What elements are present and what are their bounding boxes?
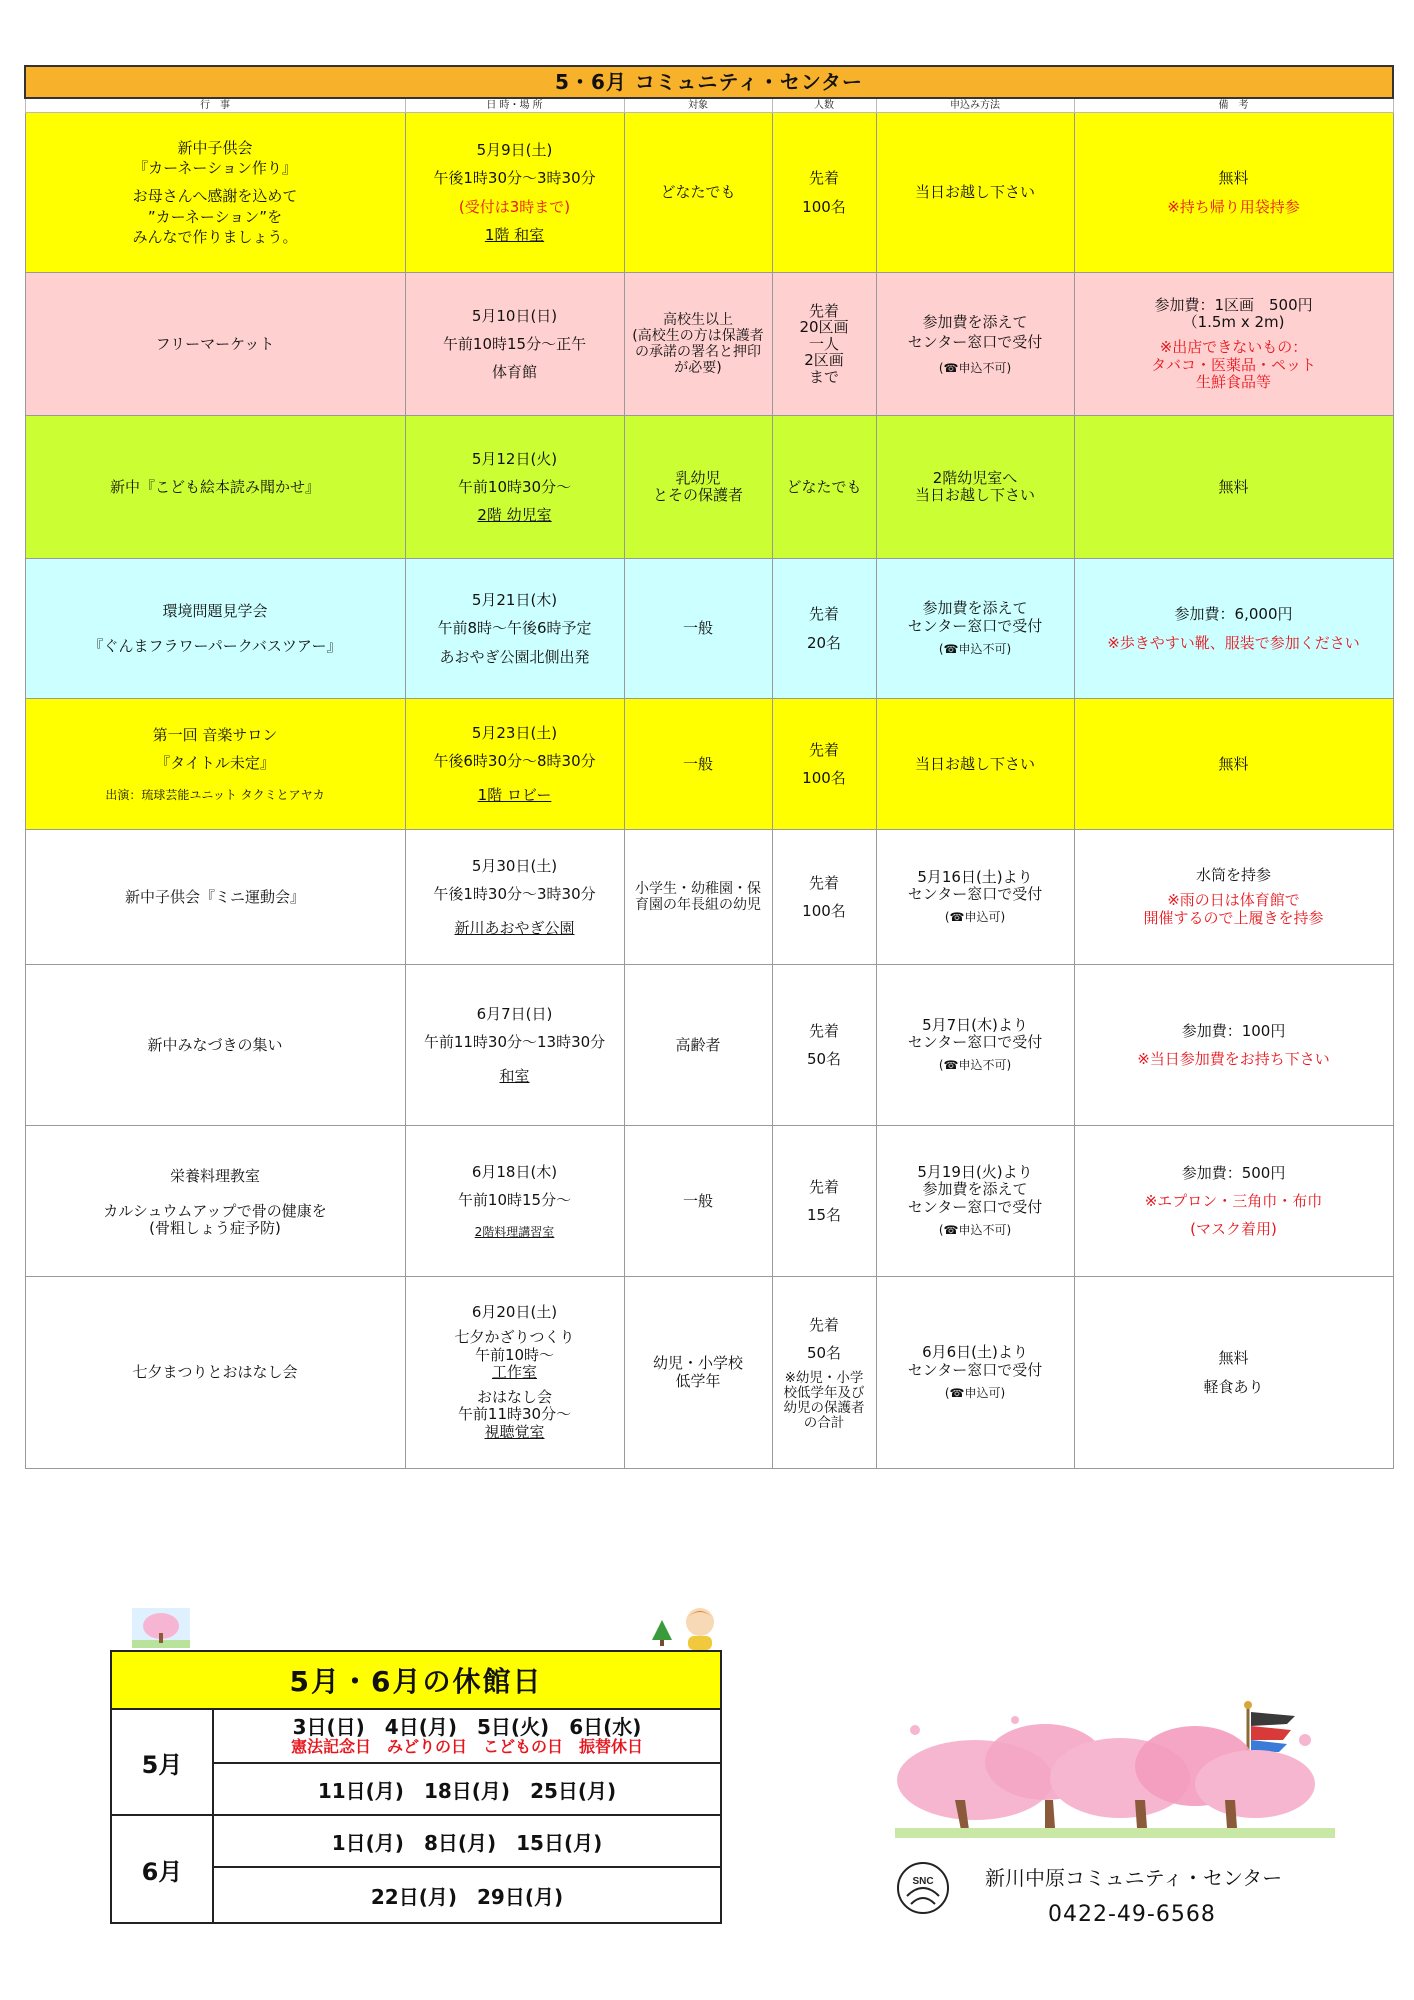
event-time: 午前8時～午後6時予定 — [437, 619, 592, 638]
event-name — [25, 830, 405, 965]
event-place: 工作室 — [491, 1362, 537, 1381]
phone-number: 0422-49-6568 — [1048, 1902, 1216, 1927]
remarks-red-line: 開催するので上履きを持参 — [1143, 908, 1324, 927]
capacity-line: 先着 — [808, 873, 839, 892]
holiday-name: 振替休日 — [579, 1737, 644, 1757]
june-closure-row-2 — [213, 1867, 721, 1923]
event-line: みんなで作りましょう。 — [132, 227, 298, 246]
event-name — [25, 965, 405, 1126]
event-line: 新中『こども絵本読み聞かせ』 — [109, 477, 320, 496]
closure-day: 15日(月) — [516, 1830, 603, 1855]
cherry-tree-picture — [132, 1608, 190, 1648]
capacity-line: 100名 — [802, 197, 846, 216]
remarks-red-line: ※雨の日は体育館で — [1167, 891, 1300, 910]
remarks-line: 参加費：100円 — [1181, 1021, 1286, 1040]
capacity-line: 50名 — [806, 1050, 842, 1068]
event-name — [25, 699, 405, 830]
event-line: カルシュウムアップで骨の健康を — [103, 1201, 327, 1220]
event-schedule-table — [24, 65, 1394, 1469]
table-row — [25, 699, 1393, 830]
event-line: 新中子供会 — [177, 138, 253, 157]
event-line: 『タイトル未定』 — [155, 753, 275, 772]
capacity-line: どなたでも — [786, 477, 862, 496]
event-date: 6月20日(土) — [471, 1303, 558, 1322]
event-time: 午前10時30分～ — [457, 477, 572, 496]
event-target: 幼児・小学校 低学年 — [624, 1277, 772, 1469]
capacity-line: 100名 — [802, 902, 846, 920]
event-time: 午後1時30分～3時30分 — [433, 169, 596, 188]
header-event: 行 事 — [25, 98, 405, 113]
remarks-line: 参加費：1区画 500円 — [1154, 295, 1313, 314]
holiday-name: みどりの日 — [386, 1737, 467, 1757]
table-row — [25, 273, 1393, 416]
apply-note: (☎申込不可) — [938, 1058, 1012, 1073]
event-capacity — [772, 273, 876, 416]
event-date: 5月9日(土) — [476, 141, 553, 159]
remarks-line: 無料 — [1218, 169, 1249, 188]
table-row — [25, 1126, 1393, 1277]
apply-line: 当日お越し下さい — [914, 486, 1035, 504]
header-apply: 申込み方法 — [876, 98, 1074, 113]
capacity-line: 20区画 — [799, 318, 849, 337]
apply-line: センター窓口で受付 — [907, 1033, 1043, 1052]
event-remarks — [1074, 1277, 1393, 1469]
closure-day: 4日(月) — [384, 1715, 457, 1740]
event-line: 新中子供会『ミニ運動会』 — [124, 887, 305, 906]
remarks-red-line: タバコ・医薬品・ペット — [1151, 355, 1316, 374]
event-apply — [876, 416, 1074, 559]
capacity-line: 2区画 — [804, 351, 844, 370]
event-datetime — [405, 416, 624, 559]
apply-note: (☎申込不可) — [938, 641, 1012, 656]
closure-day: 25日(月) — [530, 1778, 617, 1803]
header-remarks: 備 考 — [1074, 98, 1393, 113]
event-remarks — [1074, 1126, 1393, 1277]
closure-day: 11日(月) — [317, 1778, 404, 1803]
month-label-may: 5月 — [111, 1709, 213, 1815]
event-capacity — [772, 699, 876, 830]
page-title: 5・6月 コミュニティ・センター — [25, 66, 1393, 98]
apply-line: 5月7日(木)より — [922, 1015, 1028, 1034]
closure-day: 29日(月) — [477, 1884, 564, 1909]
closure-day: 22日(月) — [370, 1884, 457, 1909]
event-line: 出演：琉球芸能ユニット タクミとアヤカ — [105, 788, 325, 803]
capacity-line: 50名 — [806, 1343, 842, 1362]
cherry-blossom-illustration — [895, 1700, 1335, 1840]
organization-name: 新川中原コミュニティ・センター — [985, 1866, 1283, 1890]
remarks-line: 無料 — [1218, 1349, 1249, 1368]
holiday-name: こどもの日 — [483, 1737, 564, 1757]
event-place: 2階 幼児室 — [477, 506, 552, 525]
apply-line: 2階幼児室へ — [932, 468, 1018, 487]
event-target: 乳幼児 とその保護者 — [624, 416, 772, 559]
capacity-line: ※幼児・小学校低学年及び幼児の保護者の合計 — [783, 1370, 865, 1431]
capacity-line: 100名 — [802, 769, 846, 787]
event-time: 午後6時30分～8時30分 — [433, 751, 596, 770]
header-target: 対象 — [624, 98, 772, 113]
event-datetime — [405, 1126, 624, 1277]
apply-line: センター窓口で受付 — [907, 616, 1043, 635]
event-remarks — [1074, 965, 1393, 1126]
apply-line: 参加費を添えて — [922, 312, 1028, 331]
may-closure-row-2 — [213, 1763, 721, 1815]
event-name — [25, 559, 405, 699]
event-name — [25, 1277, 405, 1469]
event-name — [25, 113, 405, 273]
event-datetime — [405, 965, 624, 1126]
event-target: 高校生以上 (高校生の方は保護者の承諾の署名と押印が必要) — [624, 273, 772, 416]
event-datetime — [405, 113, 624, 273]
apply-line: 参加費を添えて — [922, 599, 1028, 618]
event-line: ”カーネーション”を — [147, 207, 283, 226]
event-target: 一般 — [624, 559, 772, 699]
event-line: 『カーネーション作り』 — [133, 159, 297, 178]
event-apply — [876, 699, 1074, 830]
apply-note: (☎申込可) — [944, 910, 1006, 925]
remarks-red-line: ※当日参加費をお持ち下さい — [1137, 1050, 1330, 1068]
table-row — [25, 113, 1393, 273]
apply-note: (☎申込不可) — [938, 1222, 1012, 1237]
event-apply — [876, 1277, 1074, 1469]
event-date: 5月12日(火) — [471, 449, 558, 468]
capacity-line: 先着 — [808, 1021, 839, 1040]
remarks-line: 軽食あり — [1203, 1377, 1264, 1396]
event-target: 一般 — [624, 699, 772, 830]
event-remarks — [1074, 830, 1393, 965]
event-apply — [876, 1126, 1074, 1277]
apply-note: (☎申込不可) — [938, 361, 1012, 376]
table-row — [25, 559, 1393, 699]
event-place: 2階料理講習室 — [474, 1225, 555, 1240]
capacity-line: 20名 — [806, 633, 842, 652]
event-date: 5月30日(土) — [471, 856, 558, 875]
remarks-red-line: 生鮮食品等 — [1196, 372, 1272, 391]
snc-logo — [895, 1860, 951, 1916]
may-closure-row-1 — [213, 1709, 721, 1763]
event-remarks — [1074, 113, 1393, 273]
capacity-line: 先着 — [808, 740, 839, 759]
remarks-line: 水筒を持参 — [1196, 866, 1272, 885]
apply-line: 5月19日(火)より — [917, 1163, 1033, 1182]
event-datetime — [405, 699, 624, 830]
capacity-line: 先着 — [808, 1315, 839, 1334]
event-time: 午前10時15分～ — [457, 1190, 572, 1209]
event-capacity — [772, 559, 876, 699]
closure-day: 1日(月) — [331, 1830, 404, 1855]
month-label-june: 6月 — [111, 1815, 213, 1923]
may-days — [215, 1716, 719, 1738]
event-line: 栄養料理教室 — [169, 1167, 260, 1186]
table-row — [25, 1277, 1393, 1469]
apply-line: 当日お越し下さい — [914, 183, 1035, 202]
closure-day: 3日(日) — [292, 1715, 365, 1740]
header-capacity: 人数 — [772, 98, 876, 113]
apply-line: センター窓口で受付 — [907, 1360, 1043, 1379]
closure-day: 6日(水) — [569, 1715, 642, 1740]
closure-day: 18日(月) — [423, 1778, 511, 1803]
event-name — [25, 416, 405, 559]
event-capacity — [772, 1277, 876, 1469]
event-target: 一般 — [624, 1126, 772, 1277]
closure-days-table — [110, 1650, 722, 1924]
event-capacity — [772, 1126, 876, 1277]
table-row — [25, 965, 1393, 1126]
remarks-red-line: ※エプロン・三角巾・布巾 — [1144, 1191, 1323, 1210]
june-closure-row-1 — [213, 1815, 721, 1867]
event-time: 七夕かざりつくり 午前10時～ — [454, 1328, 575, 1364]
apply-line: 5月16日(土)より — [917, 867, 1033, 886]
event-remarks — [1074, 273, 1393, 416]
remarks-line: （1.5m x 2m) — [1182, 313, 1285, 332]
closure-day: 8日(月) — [423, 1830, 497, 1855]
logo-text: SNC — [912, 1876, 934, 1887]
event-apply — [876, 965, 1074, 1126]
remarks-red-line: ※持ち帰り用袋持参 — [1167, 197, 1300, 216]
event-time: 午前11時30分～13時30分 — [423, 1032, 606, 1051]
event-remarks — [1074, 699, 1393, 830]
event-target: 高齢者 — [624, 965, 772, 1126]
event-line: 第一回 音楽サロン — [152, 725, 278, 744]
remarks-red-line: ※歩きやすい靴、服装で参加ください — [1107, 633, 1360, 652]
event-remarks — [1074, 559, 1393, 699]
capacity-line: 先着 — [808, 169, 839, 188]
capacity-line: 先着 — [808, 1177, 839, 1196]
event-time: 午後1時30分～3時30分 — [433, 884, 596, 903]
event-line: 環境問題見学会 — [162, 602, 268, 621]
remarks-red-line: ※出店できないもの： — [1159, 338, 1308, 357]
remarks-line: 無料 — [1218, 477, 1249, 496]
snc-logo-mark-icon — [895, 1860, 951, 1916]
capacity-line: 15名 — [806, 1206, 842, 1224]
holiday-name: 憲法記念日 — [290, 1737, 371, 1757]
may-holidays — [215, 1738, 719, 1756]
event-datetime — [405, 559, 624, 699]
event-line: フリーマーケット — [155, 334, 275, 353]
event-place: 体育館 — [491, 363, 537, 382]
closure-day: 5日(火) — [477, 1715, 550, 1740]
event-time: 午前10時15分～正午 — [442, 334, 587, 353]
apply-line: 6月6日(土)より — [922, 1343, 1028, 1362]
event-line: (骨粗しょう症予防) — [149, 1218, 281, 1237]
event-date: 5月23日(土) — [471, 723, 558, 742]
event-apply — [876, 113, 1074, 273]
event-line: お母さんへ感謝を込めて — [132, 187, 298, 206]
event-apply — [876, 273, 1074, 416]
apply-line: センター窓口で受付 — [907, 332, 1043, 351]
event-date: 6月7日(日) — [476, 1004, 553, 1023]
capacity-line: 先着 — [808, 605, 839, 624]
event-place: 新川あおやぎ公園 — [454, 919, 575, 938]
table-row — [25, 830, 1393, 965]
event-name — [25, 273, 405, 416]
event-line: 七夕まつりとおはなし会 — [132, 1363, 298, 1382]
event-capacity — [772, 113, 876, 273]
event-place: あおやぎ公園北側出発 — [439, 647, 590, 666]
event-place: 1階 ロビー — [477, 786, 552, 805]
event-datetime — [405, 830, 624, 965]
event-date: 5月10日(日) — [471, 306, 558, 325]
remarks-line: 無料 — [1218, 754, 1249, 773]
apply-line: 参加費を添えて — [922, 1180, 1028, 1199]
event-target: どなたでも — [624, 113, 772, 273]
apply-note: (☎申込可) — [944, 1385, 1006, 1400]
event-datetime — [405, 273, 624, 416]
capacity-line: 一人 — [808, 334, 839, 353]
event-capacity — [772, 965, 876, 1126]
event-date: 5月21日(木) — [471, 591, 558, 610]
event-note: (受付は3時まで) — [458, 197, 571, 216]
child-and-tree-picture — [650, 1600, 722, 1650]
event-capacity — [772, 416, 876, 559]
event-place-2: 視聴覚室 — [484, 1422, 545, 1441]
remarks-line: 参加費：500円 — [1181, 1163, 1286, 1182]
header-row — [25, 98, 1393, 113]
event-time-2: おはなし会 午前11時30分～ — [457, 1388, 572, 1424]
event-line: 『ぐんまフラワーパークバスツアー』 — [88, 636, 342, 655]
event-target: 小学生・幼稚園・保育園の年長組の幼児 — [624, 830, 772, 965]
event-datetime — [405, 1277, 624, 1469]
remarks-red-line: (マスク着用) — [1190, 1220, 1277, 1239]
apply-line: センター窓口で受付 — [907, 1197, 1043, 1216]
event-name — [25, 1126, 405, 1277]
apply-line: センター窓口で受付 — [907, 885, 1043, 904]
event-capacity — [772, 830, 876, 965]
apply-line: 当日お越し下さい — [914, 754, 1035, 773]
closure-title: 5月・6月の休館日 — [111, 1651, 721, 1709]
remarks-line: 参加費：6,000円 — [1174, 605, 1293, 624]
event-place: 和室 — [499, 1067, 530, 1086]
event-date: 6月18日(木) — [471, 1162, 558, 1181]
table-row — [25, 416, 1393, 559]
event-apply — [876, 559, 1074, 699]
capacity-line: まで — [808, 367, 839, 386]
event-line: 新中みなづきの集い — [147, 1035, 283, 1054]
event-apply — [876, 830, 1074, 965]
capacity-line: 先着 — [808, 301, 839, 320]
event-remarks — [1074, 416, 1393, 559]
event-place: 1階 和室 — [484, 225, 545, 244]
header-datetime: 日 時・場 所 — [405, 98, 624, 113]
